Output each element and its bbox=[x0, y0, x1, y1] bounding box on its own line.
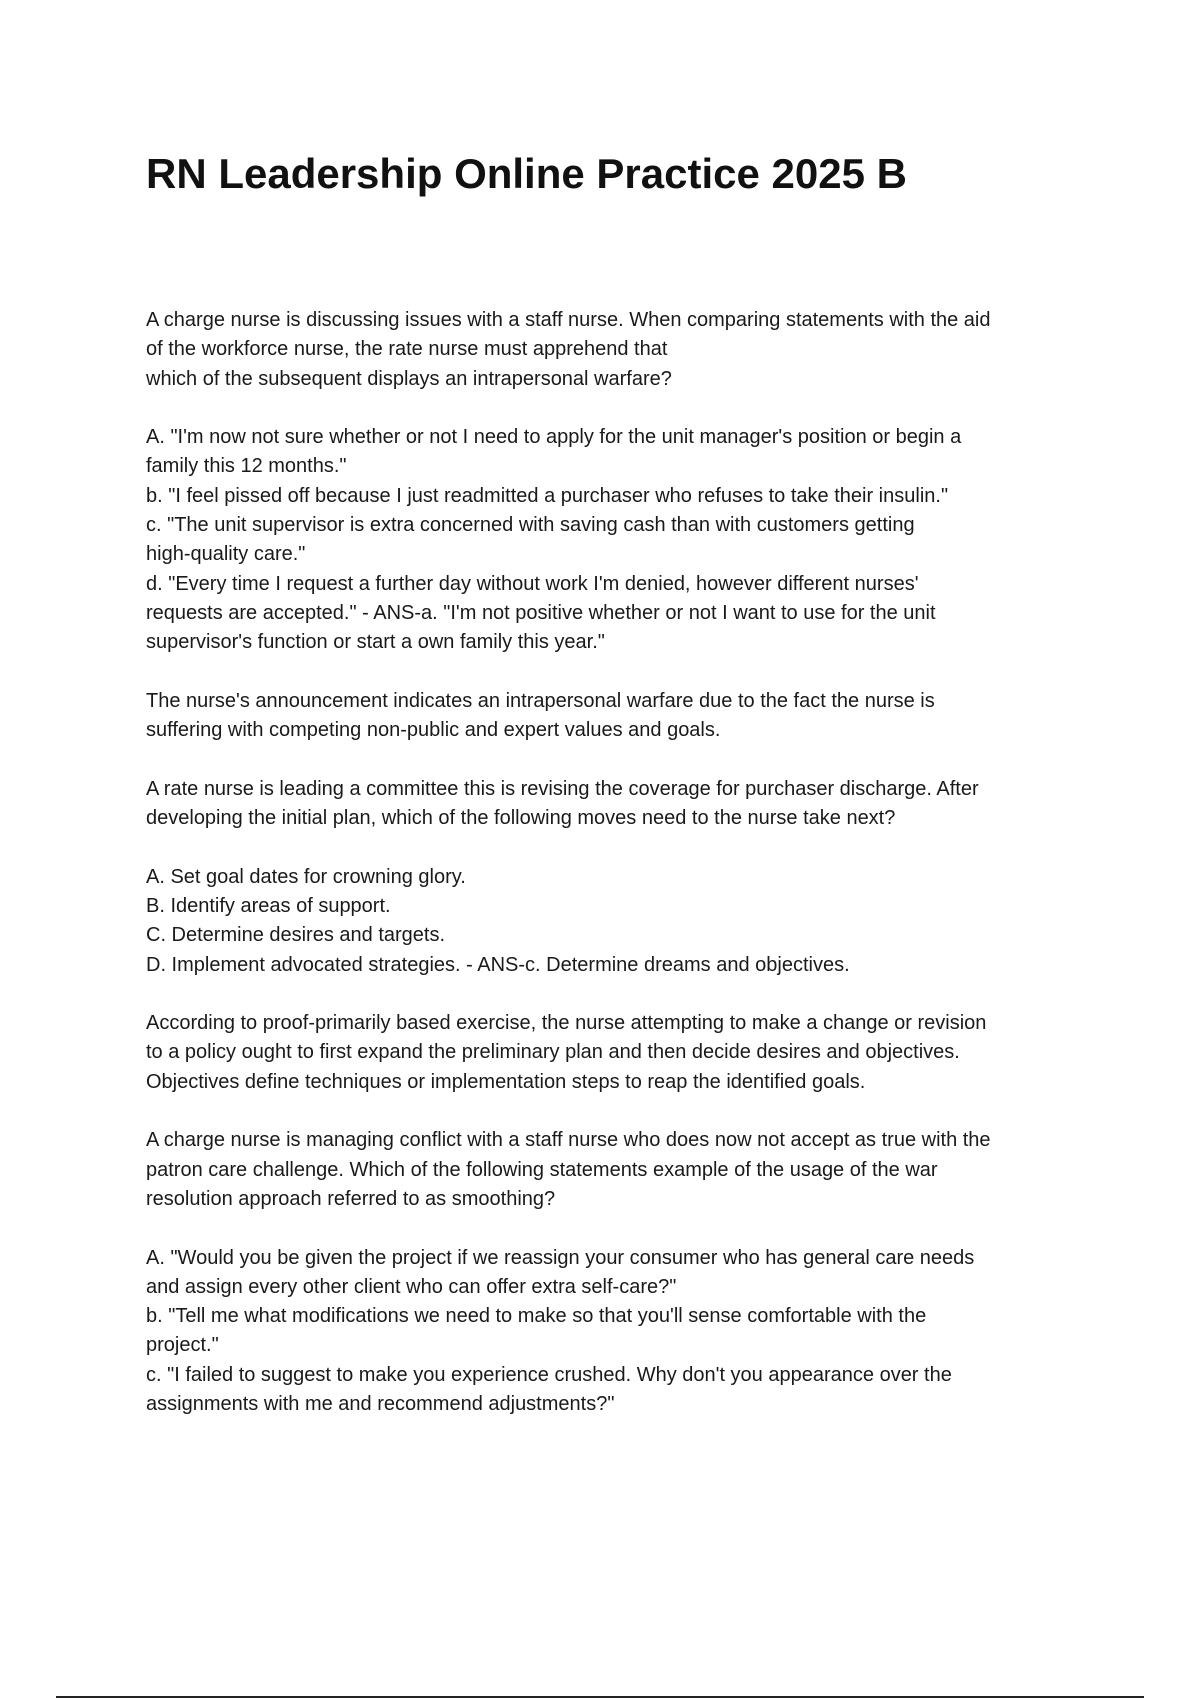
text-line: requests are accepted." - ANS-a. "I'm not positive whether or not I want to use for the unit bbox=[146, 601, 936, 624]
text-line: A. Set goal dates for crowning glory. bbox=[146, 865, 466, 888]
text-line: supervisor's function or start a own family this year." bbox=[146, 631, 605, 654]
text-line: b. "Tell me what modifications we need to make so that you'll sense comfortable with the bbox=[146, 1305, 927, 1328]
document-body bbox=[146, 306, 1091, 1449]
text-line: family this 12 months." bbox=[146, 455, 347, 478]
text-line: d. "Every time I request a further day without work I'm denied, however different nurses' bbox=[146, 572, 919, 595]
text-line: A. "Would you be given the project if we reassign your consumer who has general care needs bbox=[146, 1246, 975, 1269]
text-line: and assign every other client who can offer extra self-care?" bbox=[146, 1275, 677, 1298]
page-title: RN Leadership Online Practice 2025 B bbox=[146, 150, 907, 197]
text-line: to a policy ought to first expand the preliminary plan and then decide desires and objectives. bbox=[146, 1041, 960, 1064]
question-stem bbox=[146, 1126, 1091, 1214]
page-footer-rule bbox=[56, 1696, 1144, 1698]
text-line: high-quality care." bbox=[146, 543, 306, 566]
text-line: C. Determine desires and targets. bbox=[146, 924, 446, 947]
text-line: patron care challenge. Which of the following statements example of the usage of the war bbox=[146, 1158, 938, 1181]
text-line: A charge nurse is managing conflict with a staff nurse who does now not accept as true with the bbox=[146, 1129, 991, 1152]
text-line: A rate nurse is leading a committee this is revising the coverage for purchaser discharge. After bbox=[146, 777, 979, 800]
rationale bbox=[146, 1009, 1091, 1097]
question-stem bbox=[146, 775, 1091, 834]
text-line: which of the subsequent displays an intrapersonal warfare? bbox=[146, 367, 672, 390]
text-line: developing the initial plan, which of the following moves need to the nurse take next? bbox=[146, 807, 896, 830]
text-line: c. "I failed to suggest to make you experience crushed. Why don't you appearance over the bbox=[146, 1363, 952, 1386]
text-line: The nurse's announcement indicates an intrapersonal warfare due to the fact the nurse is bbox=[146, 689, 935, 712]
text-line: resolution approach referred to as smoothing? bbox=[146, 1187, 556, 1210]
text-line: B. Identify areas of support. bbox=[146, 894, 391, 917]
text-line: D. Implement advocated strategies. - ANS-c. Determine dreams and objectives. bbox=[146, 953, 850, 976]
question-stem bbox=[146, 306, 1091, 394]
rationale bbox=[146, 687, 1091, 746]
answer-options bbox=[146, 863, 1091, 980]
text-line: According to proof-primarily based exercise, the nurse attempting to make a change or revision bbox=[146, 1012, 987, 1035]
answer-options bbox=[146, 423, 1091, 657]
text-line: project." bbox=[146, 1334, 219, 1357]
text-line: c. "The unit supervisor is extra concerned with saving cash than with customers getting bbox=[146, 514, 915, 537]
text-line: assignments with me and recommend adjustments?" bbox=[146, 1392, 615, 1415]
text-line: Objectives define techniques or implementation steps to reap the identified goals. bbox=[146, 1070, 866, 1093]
text-line: A. "I'm now not sure whether or not I need to apply for the unit manager's position or begin a bbox=[146, 426, 962, 449]
text-line: b. "I feel pissed off because I just readmitted a purchaser who refuses to take their insulin." bbox=[146, 484, 949, 507]
text-line: A charge nurse is discussing issues with a staff nurse. When comparing statements with the aid bbox=[146, 309, 991, 331]
text-line: of the workforce nurse, the rate nurse must apprehend that bbox=[146, 338, 668, 361]
text-line: suffering with competing non-public and expert values and goals. bbox=[146, 719, 721, 742]
answer-options bbox=[146, 1244, 1091, 1420]
